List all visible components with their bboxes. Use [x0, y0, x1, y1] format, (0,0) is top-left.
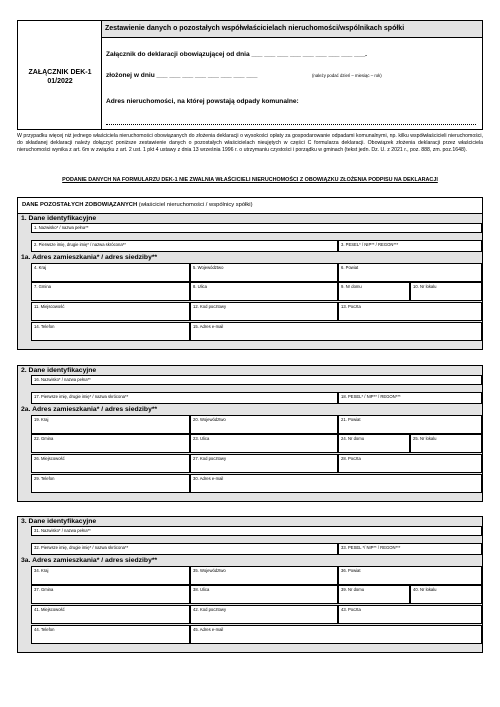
- pesel-field-label: 3. PESEL* / NIP** / REGON***: [341, 242, 399, 247]
- email-field-label: 45. Adres e-mail: [193, 627, 224, 632]
- submitted-date-note: (należy podać dzień – miesiąc – rok): [312, 73, 382, 78]
- city-field[interactable]: [31, 605, 190, 624]
- country-field[interactable]: [31, 415, 190, 434]
- postal-code-field-label: 12. Kod pocztowy: [193, 304, 227, 309]
- property-address-label: Adres nieruchomości, na której powstają odpady komunalne:: [106, 98, 299, 105]
- apartment-number-field-label: 10. Nr lokalu: [413, 284, 437, 289]
- county-field-label: 6. Powiat: [341, 265, 359, 270]
- apartment-number-field[interactable]: [410, 434, 482, 453]
- house-number-field-label: 24. Nr domu: [341, 436, 365, 441]
- apartment-number-field[interactable]: [410, 282, 482, 301]
- name-field[interactable]: [31, 223, 482, 233]
- postal-code-field[interactable]: [190, 454, 338, 473]
- city-field-label: 11. Miejscowość: [34, 304, 65, 309]
- address-title: 3a. Adres zamieszkania* / adres siedziby**: [21, 557, 158, 564]
- address-title: 2a. Adres zamieszkania* / adres siedziby**: [21, 406, 158, 413]
- first-name-field-label: 17. Pierwsze imię, drugie imię* / nazwa skrócona**: [34, 394, 129, 399]
- address-title: 1a. Adres zamieszkania* / adres siedziby**: [21, 254, 158, 261]
- first-name-field-label: 32. Pierwsze imię, drugie imię* / nazwa skrócona**: [34, 545, 129, 550]
- post-office-field[interactable]: [338, 454, 482, 473]
- declaration-date-line[interactable]: Załącznik do deklaracji obowiązującej od dnia ___ ___ ___ ___ ___ ___ ___ ___ ___.: [106, 51, 367, 58]
- municipality-field[interactable]: [31, 434, 190, 453]
- main-title-bar: [102, 21, 482, 38]
- attachment-date: 01/2022: [47, 78, 73, 85]
- county-field[interactable]: [338, 415, 482, 434]
- house-number-field[interactable]: [338, 585, 410, 604]
- voivodeship-field-label: 5. Województwo: [193, 265, 224, 270]
- voivodeship-field[interactable]: [190, 415, 338, 434]
- attachment-cell: [18, 21, 102, 129]
- first-name-field[interactable]: [31, 543, 338, 555]
- email-field[interactable]: [190, 322, 482, 341]
- apartment-number-field-label: 40. Nr lokalu: [413, 587, 437, 592]
- house-number-field[interactable]: [338, 434, 410, 453]
- phone-field-label: 44. Telefon: [34, 627, 55, 632]
- municipality-field-label: 37. Gmina: [34, 587, 54, 592]
- post-office-field-label: 28. Poczta: [341, 456, 361, 461]
- header-table: [17, 20, 483, 130]
- street-field-label: 38. Ulica: [193, 587, 210, 592]
- municipality-field-label: 22. Gmina: [34, 436, 54, 441]
- city-field-label: 26. Miejscowość: [34, 456, 65, 461]
- main-title: Zestawienie danych o pozostałych współwłaścicielach nieruchomości/wspólnikach spółki: [105, 25, 405, 32]
- persons-header-title: DANE POZOSTAŁYCH ZOBOWIĄZANYCH: [22, 202, 138, 208]
- person-block: [17, 516, 483, 653]
- house-number-field-label: 9. Nr domu: [341, 284, 362, 289]
- house-number-field[interactable]: [338, 282, 410, 301]
- name-field-label: 31. Nazwisko* / nazwa pełna**: [34, 528, 91, 533]
- phone-field[interactable]: [31, 474, 190, 493]
- phone-field-label: 14. Telefon: [34, 324, 55, 329]
- name-field-label: 1. Nazwisko* / nazwa pełna**: [34, 225, 89, 230]
- person-block: [17, 213, 483, 350]
- country-field[interactable]: [31, 263, 190, 282]
- voivodeship-field-label: 20. Województwo: [193, 417, 226, 422]
- first-name-field-label: 2. Pierwsze imię, drugie imię* / nazwa skrócona**: [34, 242, 126, 247]
- email-field[interactable]: [190, 625, 482, 644]
- street-field-label: 23. Ulica: [193, 436, 210, 441]
- post-office-field-label: 13. Poczta: [341, 304, 361, 309]
- street-field[interactable]: [190, 282, 338, 301]
- pesel-field-label: 33. PESEL */ NIP** / REGON***: [341, 545, 401, 550]
- city-field-label: 41. Miejscowość: [34, 607, 65, 612]
- email-field-label: 15. Adres e-mail: [193, 324, 224, 329]
- phone-field[interactable]: [31, 322, 190, 341]
- pesel-field[interactable]: [338, 392, 482, 404]
- name-field-label: 16. Nazwisko* / nazwa pełna**: [34, 377, 91, 382]
- signature-notice: PODANIE DANYCH NA FORMULARZU DEK-1 NIE ZWALNIA WŁAŚCICIELI NIERUCHOMOŚCI Z OBOWIĄZKU ZŁOŻENIA PODPISU NA DEKLARACJI: [62, 177, 438, 183]
- block-bottom-strip: [18, 493, 482, 501]
- pesel-field-label: 18. PESEL* / NIP** / REGON***: [341, 394, 401, 399]
- first-name-field[interactable]: [31, 392, 338, 404]
- persons-header: [17, 197, 483, 214]
- city-field[interactable]: [31, 302, 190, 321]
- intro-paragraph: W przypadku więcej niż jednego właściciela nieruchomości obowiązanych do złożenia deklaracji o wysokości opłaty za gospodarowanie odpadami komunalnymi, np. kilku współwłaścicieli nieruchomości, do składanej deklaracji należy dołączyć poniższe zestawienie danych o pozostałych właścicielach nieujętych w części C formularza deklaracji. Obowiązek złożenia deklaracji przez właściciela nieruchomości wynika z art. 6m w związku z art. 2 ust. 1 pkt 4 ustawy z dnia 13 września 1996 r. o utrzymaniu czystości i porządku w gminach (tekst jedn. Dz. U. z 2021 r., poz. 888, zm. poz.1648).: [17, 133, 483, 154]
- house-number-field-label: 39. Nr domu: [341, 587, 365, 592]
- postal-code-field[interactable]: [190, 302, 338, 321]
- county-field[interactable]: [338, 263, 482, 282]
- identification-title: 3. Dane identyfikacyjne: [21, 518, 97, 525]
- country-field[interactable]: [31, 566, 190, 585]
- persons-header-note: (właściciel nieruchomości / wspólnicy spółki): [137, 202, 253, 208]
- name-field[interactable]: [31, 375, 482, 385]
- block-bottom-strip: [18, 341, 482, 349]
- pesel-field[interactable]: [338, 240, 482, 252]
- voivodeship-field[interactable]: [190, 566, 338, 585]
- municipality-field-label: 7. Gmina: [34, 284, 51, 289]
- country-field-label: 34. Kraj: [34, 568, 49, 573]
- postal-code-field-label: 42. Kod pocztowy: [193, 607, 227, 612]
- voivodeship-field-label: 35. Województwo: [193, 568, 226, 573]
- street-field-label: 8. Ulica: [193, 284, 207, 289]
- block-bottom-strip: [18, 644, 482, 652]
- county-field[interactable]: [338, 566, 482, 585]
- email-field-label: 30. Adres e-mail: [193, 476, 224, 481]
- country-field-label: 4. Kraj: [34, 265, 47, 270]
- pesel-field[interactable]: [338, 543, 482, 555]
- county-field-label: 36. Powiat: [341, 568, 361, 573]
- voivodeship-field[interactable]: [190, 263, 338, 282]
- apartment-number-field-label: 25. Nr lokalu: [413, 436, 437, 441]
- name-field[interactable]: [31, 526, 482, 536]
- street-field[interactable]: [190, 585, 338, 604]
- attachment-title: ZAŁĄCZNIK DEK-1: [28, 69, 92, 76]
- post-office-field[interactable]: [338, 605, 482, 624]
- first-name-field[interactable]: [31, 240, 338, 252]
- country-field-label: 19. Kraj: [34, 417, 49, 422]
- phone-field[interactable]: [31, 625, 190, 644]
- postal-code-field-label: 27. Kod pocztowy: [193, 456, 227, 461]
- apartment-number-field[interactable]: [410, 585, 482, 604]
- person-block: [17, 365, 483, 502]
- street-field[interactable]: [190, 434, 338, 453]
- phone-field-label: 29. Telefon: [34, 476, 55, 481]
- identification-title: 1. Dane identyfikacyjne: [21, 215, 97, 222]
- post-office-field-label: 43. Poczta: [341, 607, 361, 612]
- post-office-field[interactable]: [338, 302, 482, 321]
- county-field-label: 21. Powiat: [341, 417, 361, 422]
- postal-code-field[interactable]: [190, 605, 338, 624]
- email-field[interactable]: [190, 474, 482, 493]
- submitted-date-line[interactable]: złożonej w dniu ___ ___ ___ ___ ___ ___ ___ ___: [106, 72, 258, 79]
- city-field[interactable]: [31, 454, 190, 473]
- identification-title: 2. Dane identyfikacyjne: [21, 367, 97, 374]
- municipality-field[interactable]: [31, 282, 190, 301]
- property-address-field[interactable]: [106, 124, 476, 125]
- municipality-field[interactable]: [31, 585, 190, 604]
